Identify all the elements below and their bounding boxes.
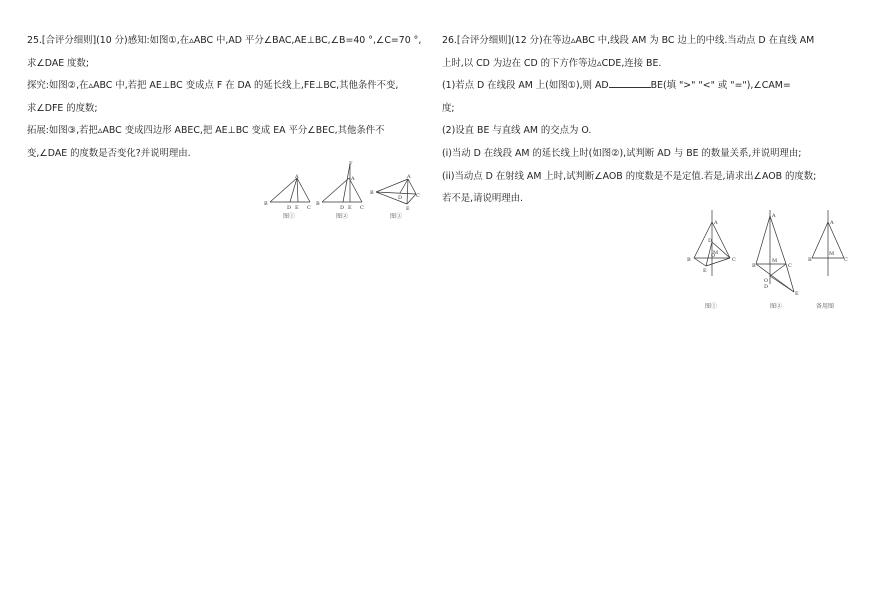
svg-text:B: B [752,263,756,269]
question-25 [27,30,437,166]
q25-line-1: 25.[合评分细则](10 分)感知:如图①,在▵ABC 中,AD 平分∠BAC,AE⊥BC,∠B=40 °,∠C=70 °, [27,35,422,46]
svg-text:B: B [370,190,374,196]
svg-text:C: C [844,257,848,263]
svg-text:D: D [708,238,713,244]
svg-text:B: B [808,257,812,263]
svg-text:B: B [316,201,320,207]
q25-figure-1-caption: 图① [283,213,296,220]
q26-backup-figure-caption: 备用图 [816,303,835,310]
svg-text:C: C [360,205,364,211]
svg-text:A: A [714,220,718,226]
question-26 [442,30,847,211]
svg-text:E: E [703,268,707,274]
svg-text:M: M [829,251,835,257]
q26-line-2: 上时,以 CD 为边在 CD 的下方作等边▵CDE,连接 BE. [442,57,662,69]
svg-text:C: C [788,263,792,269]
svg-text:E: E [295,205,299,211]
q25-line-6: 变,∠DAE 的度数是否变化?并说明理由. [27,147,191,159]
svg-text:C: C [416,193,420,199]
q26-line-4: 度; [442,102,455,114]
q26-figure-2 [752,208,802,298]
q26-line-8: 若不是,请说明理由. [442,193,523,205]
svg-text:A: A [351,176,355,182]
svg-text:D: D [398,195,403,201]
q26-line-3-part-b: BE(填 ">" "<" 或 "="),∠CAM= [650,80,791,92]
svg-text:D: D [340,205,345,211]
svg-text:A: A [830,220,834,226]
svg-text:O: O [711,253,716,259]
q26-figure-2-caption: 图② [770,303,783,310]
svg-text:O: O [764,278,769,284]
q25-figure-2 [316,160,368,212]
answer-blank [609,79,651,88]
q25-figure-3 [370,172,420,212]
svg-text:C: C [732,257,736,263]
q26-line-3-part-a: (1)若点 D 在线段 AM 上(如图①),则 AD [442,80,609,92]
q26-line-7: (ii)当动点 D 在射线 AM 上时,试判断∠AOB 的度数是不是定值.若是,请求出∠AOB 的度数; [442,170,817,182]
svg-text:B: B [687,257,691,263]
q26-figure-1-caption: 图① [705,303,718,310]
q25-line-4: 求∠DFE 的度数; [27,102,98,114]
q25-figure-3-caption: 图③ [390,213,403,220]
q25-line-2: 求∠DAE 度数; [27,57,90,69]
svg-text:A: A [295,174,299,180]
q26-line-5: (2)设直 BE 与直线 AM 的交点为 O. [442,125,592,137]
svg-text:C: C [307,205,311,211]
q25-line-5: 拓展:如图③,若把▵ABC 变成四边形 ABEC,把 AE⊥BC 变成 EA 平分∠BEC,其他条件不 [27,125,385,137]
q26-backup-figure [808,208,848,278]
svg-text:D: D [764,284,769,290]
svg-text:B: B [264,201,268,207]
q26-line-1: 26.[合评分细则](12 分)在等边▵ABC 中,线段 AM 为 BC 边上的中线.当动点 D 在直线 AM [442,35,815,46]
q26-line-3 [442,75,847,98]
svg-text:E: E [795,291,799,297]
svg-text:A: A [407,174,411,180]
svg-text:A: A [772,213,776,219]
q25-figure-1 [262,172,314,212]
q25-line-3: 探究:如图②,在▵ABC 中,若把 AE⊥BC 变成点 F 在 DA 的延长线上,FE⊥BC,其他条件不变, [27,80,399,92]
svg-text:M: M [772,258,778,264]
svg-text:E: E [406,206,410,212]
svg-text:F: F [349,161,353,167]
q26-line-6: (i)当动 D 在线段 AM 的延长线上时(如图②),试判断 AD 与 BE 的数量关系,并说明理由; [442,147,802,159]
q25-figure-2-caption: 图② [336,213,349,220]
svg-text:M: M [713,250,719,256]
svg-text:D: D [287,205,292,211]
q26-figure-1 [684,208,742,278]
svg-text:E: E [348,205,352,211]
